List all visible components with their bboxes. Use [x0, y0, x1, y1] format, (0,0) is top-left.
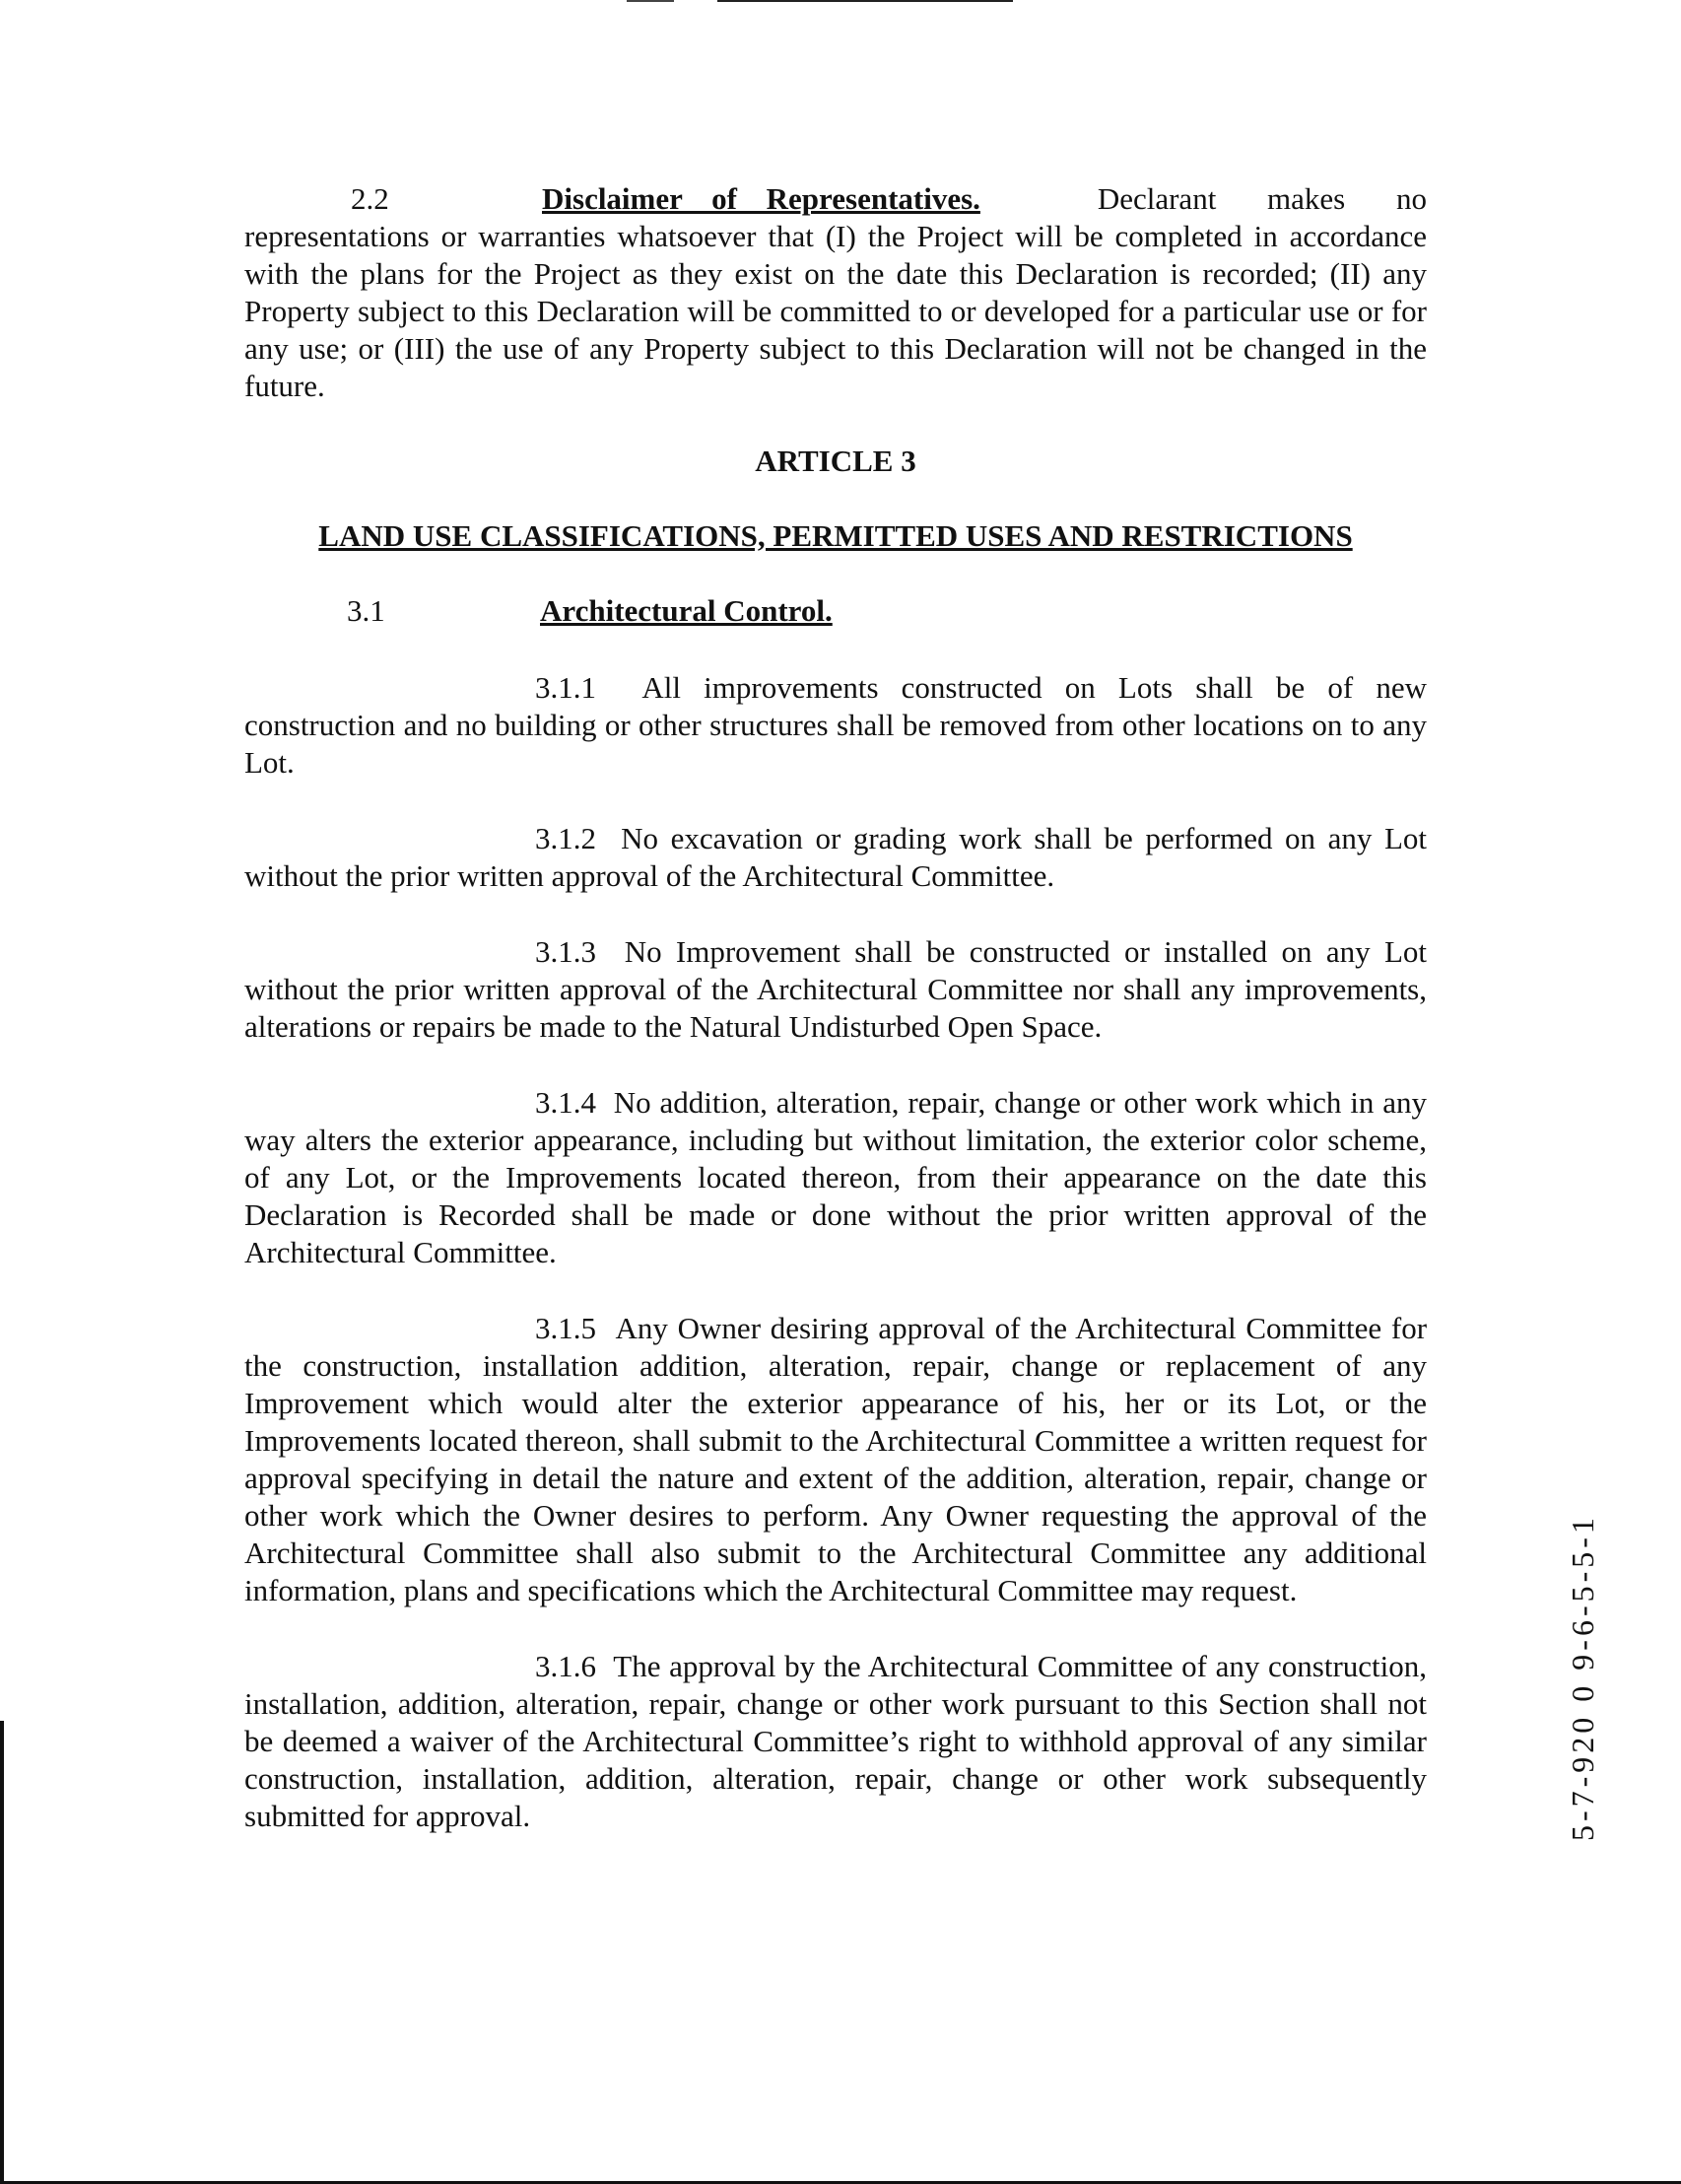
side-stamp-text: 5-7-920 0 9-6-5-5-1 [1565, 1514, 1600, 1841]
section-2-2-first-line [244, 180, 1427, 218]
subsection-text: Any Owner desiring approval of the Architectural Committee for the construction, installation addition, alteration, repair, change or replacement of any Improvement which would alter the exterior appearance of his, her or its Lot, or the Improvements located thereon, shall submit to the Architectural Committee a written request for approval specifying in detail the nature and extent of the addition, alteration, repair, change or other work which the Owner desires to perform. Any Owner requesting the approval of the Architectural Committee shall also submit to the Architectural Committee any additional information, plans and specifications which the Architectural Committee may request. [244, 1311, 1428, 1607]
subsection-3-1-6 [244, 1648, 1427, 1835]
section-2-2-number: 2.2 [351, 181, 389, 216]
subsection-text: No excavation or grading work shall be performed on any Lot without the prior written approval of the Architectural Committee. [244, 821, 1427, 893]
subsection-text: The approval by the Architectural Committee of any construction, installation, addition, alteration, repair, change or other work pursuant to this Section shall not be deemed a waiver of the Architectural Committee’s right to withhold approval of any similar construction, installation, addition, alteration, repair, change or other work subsequently submitted for approval. [244, 1649, 1427, 1833]
subsection-text: No addition, alteration, repair, change or other work which in any way alters the exterior appearance, including but without limitation, the exterior color scheme, of any Lot, or the Improvements located thereon, from their appearance on the date this Declaration is Recorded shall be made or done without the prior written approval of the Architectural Committee. [244, 1085, 1428, 1269]
article-title: LAND USE CLASSIFICATIONS, PERMITTED USES AND RESTRICTIONS [318, 518, 1353, 553]
section-3-1-number: 3.1 [347, 593, 385, 628]
subsection-3-1-4 [244, 1084, 1427, 1271]
side-document-stamp [1565, 1514, 1604, 1841]
section-2-2-lead: Declarant makes no [1097, 181, 1427, 216]
section-2-2-title: Disclaimer of Representatives. [542, 181, 980, 216]
subsection-number: 3.1.3 [535, 934, 596, 969]
scan-artifact-top [717, 0, 1013, 2]
subsection-3-1-5 [244, 1310, 1427, 1609]
article-label: ARTICLE 3 [755, 444, 916, 478]
subsection-number: 3.1.4 [535, 1085, 596, 1120]
scan-artifact-top-left [627, 0, 674, 2]
scan-edge-left [0, 1721, 4, 2184]
section-3-1-title: Architectural Control. [540, 593, 833, 628]
subsection-number: 3.1.5 [535, 1311, 596, 1345]
subsection-number: 3.1.6 [535, 1649, 596, 1683]
subsection-3-1-1 [244, 669, 1427, 782]
subsection-text: All improvements constructed on Lots shall be of new construction and no building or other structures shall be removed from other locations on to any Lot. [244, 670, 1427, 780]
subsection-3-1-2 [244, 820, 1427, 895]
section-3-1-heading [244, 592, 1427, 630]
subsection-3-1-3 [244, 933, 1427, 1046]
subsection-number: 3.1.1 [535, 670, 596, 705]
document-page [244, 180, 1427, 1835]
section-2-2-body: representations or warranties whatsoever that (I) the Project will be completed in accordance with the plans for the Project as they exist on the date this Declaration is recorded; (II) any Property subject to this Declaration will be committed to or developed for a particular use or for any use; or (III) the use of any Property subject to this Declaration will not be changed in the future. [244, 219, 1427, 403]
subsection-text: No Improvement shall be constructed or installed on any Lot without the prior written approval of the Architectural Committee nor shall any improvements, alterations or repairs be made to the Natural Undisturbed Open Space. [244, 934, 1427, 1044]
subsection-number: 3.1.2 [535, 821, 596, 855]
